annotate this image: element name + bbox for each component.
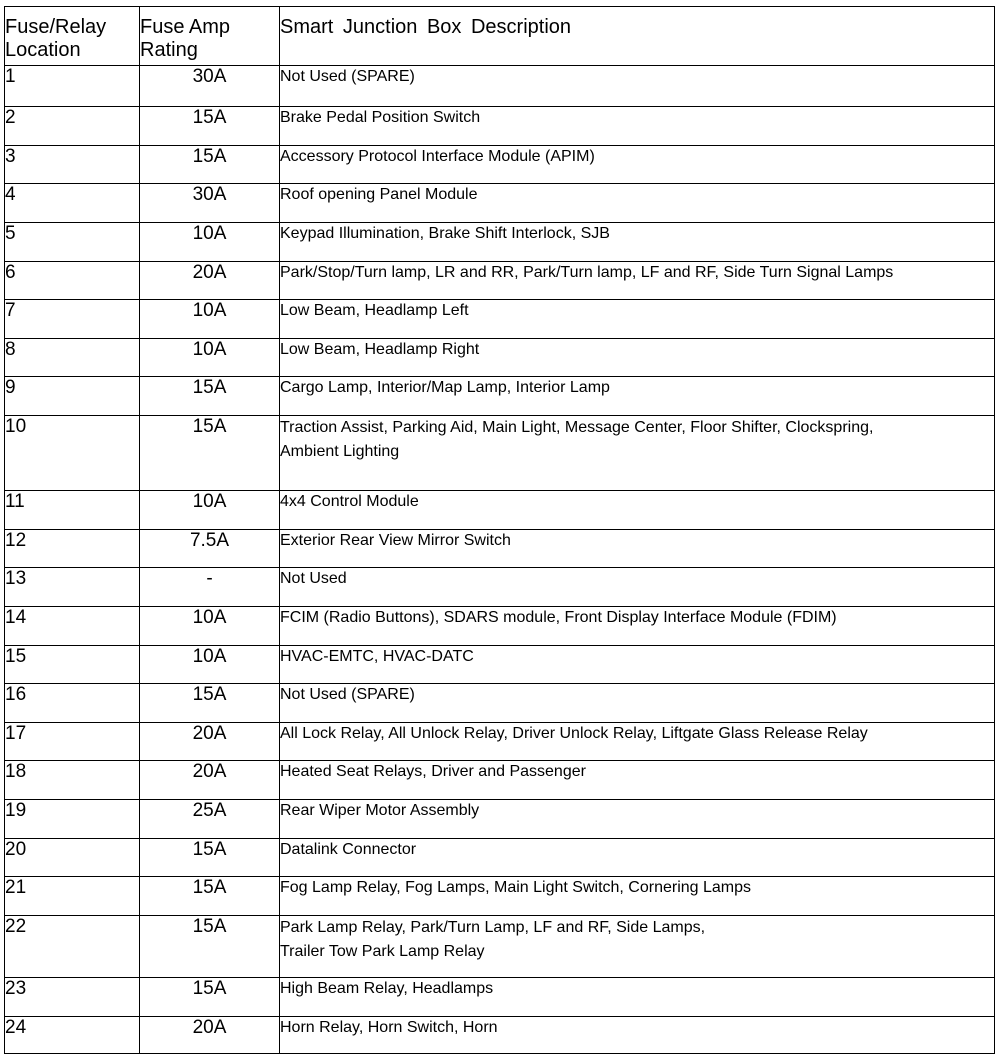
fuse-amp-rating: -	[140, 568, 280, 607]
fuse-description	[280, 568, 995, 607]
fuse-location: 22	[5, 915, 140, 977]
fuse-location: 23	[5, 978, 140, 1017]
fuse-location: 4	[5, 184, 140, 223]
fuse-amp-rating: 20A	[140, 261, 280, 300]
fuse-description-line: All Lock Relay, All Unlock Relay, Driver Unlock Relay, Liftgate Glass Release Relay	[280, 724, 868, 742]
table-row	[5, 338, 995, 377]
fuse-location: 1	[5, 66, 140, 107]
fuse-amp-rating: 15A	[140, 377, 280, 416]
fuse-description	[280, 645, 995, 684]
fuse-amp-rating: 15A	[140, 684, 280, 723]
table-row	[5, 1016, 995, 1053]
fuse-description	[280, 377, 995, 416]
fuse-amp-rating: 15A	[140, 838, 280, 877]
table-row	[5, 377, 995, 416]
fuse-amp-rating: 15A	[140, 145, 280, 184]
table-row	[5, 800, 995, 839]
header-location-line-1: Fuse/Relay	[5, 16, 107, 38]
table-row	[5, 606, 995, 645]
fuse-description-line: Park Lamp Relay, Park/Turn Lamp, LF and RF, Side Lamps,	[280, 918, 706, 936]
fuse-location: 3	[5, 145, 140, 184]
fuse-description-line: High Beam Relay, Headlamps	[280, 980, 494, 998]
fuse-description-line: Accessory Protocol Interface Module (APIM)	[280, 147, 595, 165]
table-row	[5, 145, 995, 184]
table-row	[5, 722, 995, 761]
fuse-description	[280, 978, 995, 1017]
fuse-description-line: Not Used	[280, 570, 347, 588]
header-description: Smart Junction Box Description	[280, 7, 995, 66]
header-location	[5, 7, 140, 66]
fuse-location: 8	[5, 338, 140, 377]
fuse-description	[280, 66, 995, 107]
table-row	[5, 877, 995, 916]
fuse-location: 9	[5, 377, 140, 416]
fuse-description-line: Datalink Connector	[280, 840, 417, 858]
fuse-amp-rating: 30A	[140, 66, 280, 107]
table-row	[5, 107, 995, 146]
fuse-amp-rating: 10A	[140, 606, 280, 645]
table-row	[5, 761, 995, 800]
fuse-description	[280, 261, 995, 300]
fuse-location: 2	[5, 107, 140, 146]
fuse-amp-rating: 20A	[140, 761, 280, 800]
fuse-description	[280, 722, 995, 761]
fuse-location: 7	[5, 300, 140, 339]
fuse-description	[280, 338, 995, 377]
table-header-row	[5, 7, 995, 66]
fuse-amp-rating: 15A	[140, 877, 280, 916]
fuse-description-line: Heated Seat Relays, Driver and Passenger	[280, 763, 586, 781]
fuse-amp-rating: 10A	[140, 645, 280, 684]
fuse-amp-rating: 15A	[140, 416, 280, 491]
fuse-relay-table	[4, 6, 995, 1054]
fuse-description	[280, 800, 995, 839]
fuse-description-line: Traction Assist, Parking Aid, Main Light, Message Center, Floor Shifter, Clockspring,	[280, 419, 874, 437]
fuse-description	[280, 1016, 995, 1053]
fuse-description-line: Not Used (SPARE)	[280, 686, 415, 704]
fuse-description	[280, 877, 995, 916]
table-row	[5, 300, 995, 339]
header-amp-rating	[140, 7, 280, 66]
fuse-description-line: Roof opening Panel Module	[280, 186, 478, 204]
table-row	[5, 529, 995, 568]
fuse-location: 10	[5, 416, 140, 491]
fuse-amp-rating: 10A	[140, 338, 280, 377]
fuse-amp-rating: 25A	[140, 800, 280, 839]
fuse-description-line: FCIM (Radio Buttons), SDARS module, Front Display Interface Module (FDIM)	[280, 608, 837, 626]
fuse-location: 21	[5, 877, 140, 916]
table-row	[5, 645, 995, 684]
fuse-description-line: Park/Stop/Turn lamp, LR and RR, Park/Turn lamp, LF and RF, Side Turn Signal Lamps	[280, 263, 894, 281]
fuse-amp-rating: 20A	[140, 1016, 280, 1053]
header-amp-line-2: Rating	[140, 39, 198, 61]
table-row	[5, 978, 995, 1017]
fuse-amp-rating: 10A	[140, 222, 280, 261]
fuse-description	[280, 491, 995, 530]
fuse-description-line: Keypad Illumination, Brake Shift Interlock, SJB	[280, 224, 610, 242]
table-row	[5, 568, 995, 607]
fuse-description	[280, 184, 995, 223]
fuse-location: 20	[5, 838, 140, 877]
fuse-location: 16	[5, 684, 140, 723]
table-body	[5, 66, 995, 1054]
table-row	[5, 261, 995, 300]
fuse-location: 13	[5, 568, 140, 607]
fuse-location: 12	[5, 529, 140, 568]
fuse-description-line: Rear Wiper Motor Assembly	[280, 802, 480, 820]
fuse-description-line: Ambient Lighting	[280, 443, 400, 461]
fuse-location: 5	[5, 222, 140, 261]
table-row	[5, 66, 995, 107]
fuse-location: 14	[5, 606, 140, 645]
fuse-amp-rating: 30A	[140, 184, 280, 223]
fuse-description-line: Low Beam, Headlamp Right	[280, 340, 480, 358]
fuse-description-line: Low Beam, Headlamp Left	[280, 302, 469, 320]
fuse-location: 18	[5, 761, 140, 800]
fuse-description	[280, 761, 995, 800]
fuse-location: 19	[5, 800, 140, 839]
table-row	[5, 416, 995, 491]
header-amp-line-1: Fuse Amp	[140, 16, 231, 38]
fuse-description-line: Fog Lamp Relay, Fog Lamps, Main Light Switch, Cornering Lamps	[280, 879, 752, 897]
fuse-description-line: Cargo Lamp, Interior/Map Lamp, Interior Lamp	[280, 379, 610, 397]
table-row	[5, 184, 995, 223]
fuse-description	[280, 529, 995, 568]
table-row	[5, 838, 995, 877]
table-row	[5, 684, 995, 723]
fuse-description-line: Trailer Tow Park Lamp Relay	[280, 942, 485, 960]
fuse-location: 15	[5, 645, 140, 684]
fuse-location: 11	[5, 491, 140, 530]
fuse-amp-rating: 10A	[140, 491, 280, 530]
header-location-line-2: Location	[5, 39, 81, 61]
fuse-description-line: HVAC-EMTC, HVAC-DATC	[280, 647, 474, 665]
fuse-amp-rating: 10A	[140, 300, 280, 339]
fuse-description	[280, 145, 995, 184]
fuse-description	[280, 684, 995, 723]
fuse-description	[280, 416, 995, 491]
fuse-amp-rating: 7.5A	[140, 529, 280, 568]
table-row	[5, 491, 995, 530]
table-row	[5, 222, 995, 261]
fuse-amp-rating: 15A	[140, 107, 280, 146]
fuse-description-line: Not Used (SPARE)	[280, 68, 415, 85]
fuse-description	[280, 915, 995, 977]
fuse-amp-rating: 15A	[140, 915, 280, 977]
fuse-description-line: Brake Pedal Position Switch	[280, 109, 481, 127]
fuse-description-line: 4x4 Control Module	[280, 493, 419, 511]
fuse-description	[280, 300, 995, 339]
fuse-location: 6	[5, 261, 140, 300]
fuse-description	[280, 107, 995, 146]
fuse-description	[280, 838, 995, 877]
fuse-amp-rating: 20A	[140, 722, 280, 761]
fuse-amp-rating: 15A	[140, 978, 280, 1017]
fuse-description-line: Exterior Rear View Mirror Switch	[280, 531, 511, 549]
fuse-location: 24	[5, 1016, 140, 1053]
fuse-description-line: Horn Relay, Horn Switch, Horn	[280, 1018, 498, 1036]
fuse-description	[280, 606, 995, 645]
fuse-description	[280, 222, 995, 261]
fuse-location: 17	[5, 722, 140, 761]
table-row	[5, 915, 995, 977]
